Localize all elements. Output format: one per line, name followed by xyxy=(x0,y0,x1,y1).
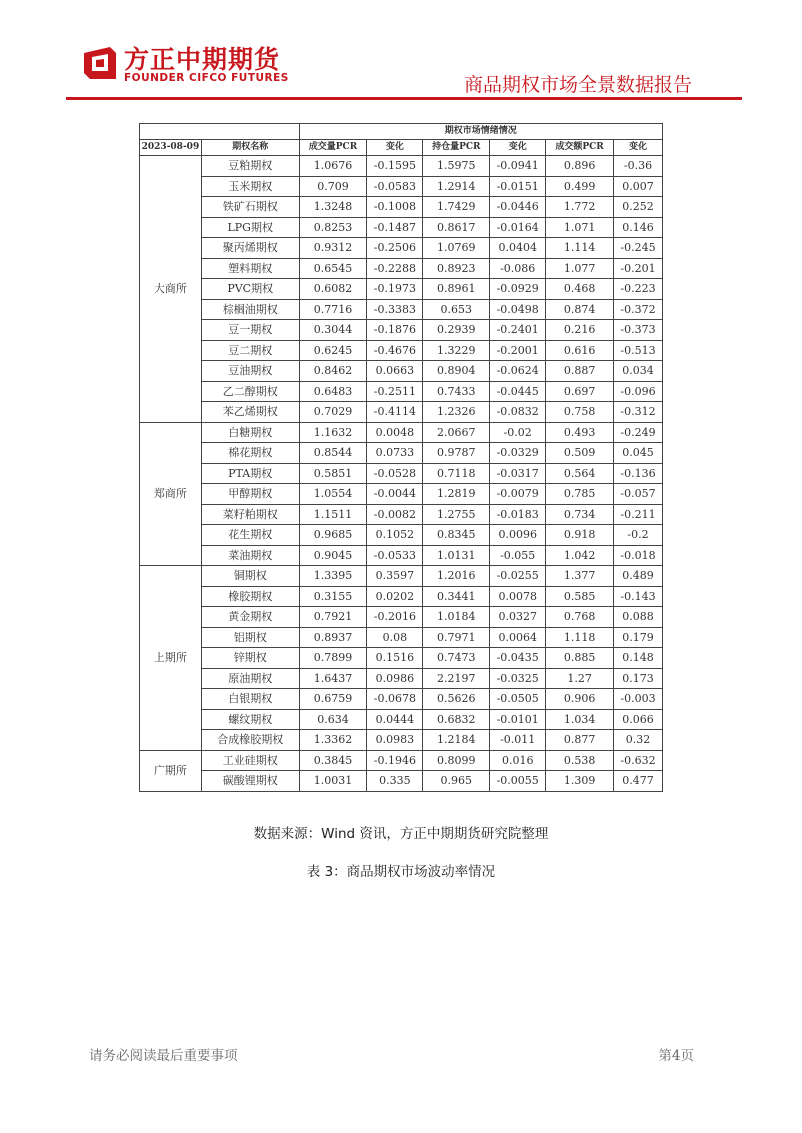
value-cell: 0.0404 xyxy=(490,238,546,259)
value-cell: 0.887 xyxy=(546,361,614,382)
value-cell: 0.8961 xyxy=(423,279,490,300)
value-cell: 0.3044 xyxy=(299,320,367,341)
value-cell: 0.874 xyxy=(546,299,614,320)
company-logo-icon xyxy=(82,45,118,81)
option-name-cell: 菜油期权 xyxy=(201,545,299,566)
table-row xyxy=(140,299,663,320)
option-name-cell: 碳酸锂期权 xyxy=(201,771,299,792)
value-cell: -0.2288 xyxy=(367,258,423,279)
value-cell: 0.8937 xyxy=(299,627,367,648)
value-cell: -0.011 xyxy=(490,730,546,751)
option-sentiment-table xyxy=(139,123,663,792)
value-cell: 0.216 xyxy=(546,320,614,341)
header-volume-pcr: 成交量PCR xyxy=(299,140,367,156)
value-cell: -0.1487 xyxy=(367,217,423,238)
exchange-cell: 郑商所 xyxy=(140,422,202,566)
value-cell: -0.0445 xyxy=(490,381,546,402)
value-cell: -0.2506 xyxy=(367,238,423,259)
value-cell: 0.965 xyxy=(423,771,490,792)
value-cell: -0.312 xyxy=(614,402,663,423)
value-cell: 1.7429 xyxy=(423,197,490,218)
option-name-cell: 塑料期权 xyxy=(201,258,299,279)
value-cell: 0.7118 xyxy=(423,463,490,484)
value-cell: 1.1632 xyxy=(299,422,367,443)
option-name-cell: 豆一期权 xyxy=(201,320,299,341)
value-cell: -0.0164 xyxy=(490,217,546,238)
value-cell: -0.4676 xyxy=(367,340,423,361)
value-cell: 0.066 xyxy=(614,709,663,730)
value-cell: -0.136 xyxy=(614,463,663,484)
value-cell: 0.8544 xyxy=(299,443,367,464)
value-cell: -0.0941 xyxy=(490,156,546,177)
value-cell: 0.7899 xyxy=(299,648,367,669)
value-cell: 0.9787 xyxy=(423,443,490,464)
value-cell: 0.6545 xyxy=(299,258,367,279)
option-name-cell: 白糖期权 xyxy=(201,422,299,443)
report-title: 商品期权市场全景数据报告 xyxy=(463,74,692,96)
header-date: 2023-08-09 xyxy=(140,140,202,156)
option-name-cell: 豆二期权 xyxy=(201,340,299,361)
header-volume-change: 变化 xyxy=(367,140,423,156)
value-cell: 0.148 xyxy=(614,648,663,669)
value-cell: -0.143 xyxy=(614,586,663,607)
value-cell: 1.2326 xyxy=(423,402,490,423)
value-cell: 0.1052 xyxy=(367,525,423,546)
value-cell: 1.0676 xyxy=(299,156,367,177)
value-cell: 0.0663 xyxy=(367,361,423,382)
value-cell: 0.5851 xyxy=(299,463,367,484)
value-cell: -0.3383 xyxy=(367,299,423,320)
table-row xyxy=(140,607,663,628)
option-name-cell: 苯乙烯期权 xyxy=(201,402,299,423)
table-row xyxy=(140,422,663,443)
value-cell: 1.0769 xyxy=(423,238,490,259)
value-cell: 0.0096 xyxy=(490,525,546,546)
value-cell: 0.173 xyxy=(614,668,663,689)
page-header xyxy=(0,0,802,102)
value-cell: 0.634 xyxy=(299,709,367,730)
logo-english-name: FOUNDER CIFCO FUTURES xyxy=(124,72,289,84)
value-cell: 1.042 xyxy=(546,545,614,566)
option-name-cell: 黄金期权 xyxy=(201,607,299,628)
value-cell: 0.9685 xyxy=(299,525,367,546)
value-cell: -0.1876 xyxy=(367,320,423,341)
table-row xyxy=(140,730,663,751)
value-cell: -0.0183 xyxy=(490,504,546,525)
value-cell: -0.0832 xyxy=(490,402,546,423)
value-cell: 0.0078 xyxy=(490,586,546,607)
value-cell: 1.27 xyxy=(546,668,614,689)
value-cell: -0.0151 xyxy=(490,176,546,197)
value-cell: -0.1946 xyxy=(367,750,423,771)
option-name-cell: PVC期权 xyxy=(201,279,299,300)
value-cell: -0.1008 xyxy=(367,197,423,218)
value-cell: 0.3597 xyxy=(367,566,423,587)
option-name-cell: 原油期权 xyxy=(201,668,299,689)
value-cell: 1.0554 xyxy=(299,484,367,505)
option-name-cell: 合成橡胶期权 xyxy=(201,730,299,751)
value-cell: -0.2 xyxy=(614,525,663,546)
value-cell: 0.493 xyxy=(546,422,614,443)
exchange-cell: 上期所 xyxy=(140,566,202,751)
value-cell: 0.885 xyxy=(546,648,614,669)
header-turnover-change: 变化 xyxy=(614,140,663,156)
value-cell: 0.499 xyxy=(546,176,614,197)
value-cell: 1.3248 xyxy=(299,197,367,218)
value-cell: 0.0064 xyxy=(490,627,546,648)
value-cell: -0.086 xyxy=(490,258,546,279)
value-cell: 0.034 xyxy=(614,361,663,382)
table-row xyxy=(140,156,663,177)
value-cell: -0.0528 xyxy=(367,463,423,484)
value-cell: 0.877 xyxy=(546,730,614,751)
table-row xyxy=(140,545,663,566)
option-name-cell: PTA期权 xyxy=(201,463,299,484)
value-cell: 0.896 xyxy=(546,156,614,177)
value-cell: 0.045 xyxy=(614,443,663,464)
value-cell: 0.8253 xyxy=(299,217,367,238)
option-name-cell: LPG期权 xyxy=(201,217,299,238)
value-cell: -0.018 xyxy=(614,545,663,566)
value-cell: 1.118 xyxy=(546,627,614,648)
option-name-cell: 橡胶期权 xyxy=(201,586,299,607)
value-cell: 0.709 xyxy=(299,176,367,197)
value-cell: 1.2914 xyxy=(423,176,490,197)
value-cell: -0.0325 xyxy=(490,668,546,689)
value-cell: -0.0929 xyxy=(490,279,546,300)
value-cell: 1.0131 xyxy=(423,545,490,566)
value-cell: 0.7433 xyxy=(423,381,490,402)
value-cell: 1.2184 xyxy=(423,730,490,751)
value-cell: 0.0048 xyxy=(367,422,423,443)
table-row xyxy=(140,238,663,259)
header-option-name: 期权名称 xyxy=(201,140,299,156)
value-cell: -0.373 xyxy=(614,320,663,341)
value-cell: 0.3441 xyxy=(423,586,490,607)
value-cell: 1.0184 xyxy=(423,607,490,628)
option-name-cell: 棉花期权 xyxy=(201,443,299,464)
value-cell: 0.1516 xyxy=(367,648,423,669)
value-cell: -0.201 xyxy=(614,258,663,279)
exchange-cell: 大商所 xyxy=(140,156,202,423)
value-cell: -0.096 xyxy=(614,381,663,402)
option-name-cell: 白银期权 xyxy=(201,689,299,710)
table-row xyxy=(140,586,663,607)
option-name-cell: 铜期权 xyxy=(201,566,299,587)
value-cell: 0.0444 xyxy=(367,709,423,730)
value-cell: 0.335 xyxy=(367,771,423,792)
value-cell: -0.0446 xyxy=(490,197,546,218)
value-cell: -0.1973 xyxy=(367,279,423,300)
table-row xyxy=(140,504,663,525)
table-row xyxy=(140,381,663,402)
table-row xyxy=(140,484,663,505)
table-row xyxy=(140,525,663,546)
data-source-note: 数据来源：Wind 资讯，方正中期期货研究院整理 xyxy=(253,826,549,842)
value-cell: 0.0983 xyxy=(367,730,423,751)
header-turnover-pcr: 成交额PCR xyxy=(546,140,614,156)
value-cell: 0.9312 xyxy=(299,238,367,259)
value-cell: 1.5975 xyxy=(423,156,490,177)
value-cell: -0.0044 xyxy=(367,484,423,505)
value-cell: 0.32 xyxy=(614,730,663,751)
table-row xyxy=(140,648,663,669)
value-cell: -0.2001 xyxy=(490,340,546,361)
header-oi-change: 变化 xyxy=(490,140,546,156)
table-row xyxy=(140,566,663,587)
value-cell: -0.2016 xyxy=(367,607,423,628)
value-cell: 1.114 xyxy=(546,238,614,259)
value-cell: 0.9045 xyxy=(299,545,367,566)
value-cell: 0.734 xyxy=(546,504,614,525)
value-cell: -0.0079 xyxy=(490,484,546,505)
value-cell: -0.003 xyxy=(614,689,663,710)
table-row xyxy=(140,361,663,382)
value-cell: 0.653 xyxy=(423,299,490,320)
value-cell: 0.08 xyxy=(367,627,423,648)
value-cell: 0.468 xyxy=(546,279,614,300)
value-cell: 1.071 xyxy=(546,217,614,238)
table-row xyxy=(140,340,663,361)
value-cell: 0.918 xyxy=(546,525,614,546)
value-cell: 0.564 xyxy=(546,463,614,484)
value-cell: 2.2197 xyxy=(423,668,490,689)
value-cell: 0.7971 xyxy=(423,627,490,648)
table-row xyxy=(140,627,663,648)
value-cell: 0.8345 xyxy=(423,525,490,546)
value-cell: 0.252 xyxy=(614,197,663,218)
option-name-cell: 铝期权 xyxy=(201,627,299,648)
value-cell: 0.6483 xyxy=(299,381,367,402)
option-name-cell: 棕榈油期权 xyxy=(201,299,299,320)
value-cell: -0.0498 xyxy=(490,299,546,320)
value-cell: 0.509 xyxy=(546,443,614,464)
table-row xyxy=(140,279,663,300)
table-row xyxy=(140,668,663,689)
value-cell: -0.211 xyxy=(614,504,663,525)
value-cell: 0.768 xyxy=(546,607,614,628)
value-cell: -0.2511 xyxy=(367,381,423,402)
value-cell: 0.8923 xyxy=(423,258,490,279)
value-cell: 0.2939 xyxy=(423,320,490,341)
value-cell: 0.6759 xyxy=(299,689,367,710)
option-name-cell: 乙二醇期权 xyxy=(201,381,299,402)
table-row xyxy=(140,402,663,423)
value-cell: 0.6832 xyxy=(423,709,490,730)
value-cell: 0.5626 xyxy=(423,689,490,710)
value-cell: -0.0624 xyxy=(490,361,546,382)
value-cell: 0.0733 xyxy=(367,443,423,464)
next-table-caption: 表 3：商品期权市场波动率情况 xyxy=(306,864,496,880)
value-cell: 0.489 xyxy=(614,566,663,587)
option-name-cell: 豆油期权 xyxy=(201,361,299,382)
option-name-cell: 玉米期权 xyxy=(201,176,299,197)
value-cell: 0.6082 xyxy=(299,279,367,300)
table-super-header-row xyxy=(140,124,663,140)
value-cell: -0.0435 xyxy=(490,648,546,669)
value-cell: 0.7716 xyxy=(299,299,367,320)
value-cell: 0.3155 xyxy=(299,586,367,607)
value-cell: 0.785 xyxy=(546,484,614,505)
table-row xyxy=(140,463,663,484)
value-cell: -0.057 xyxy=(614,484,663,505)
value-cell: 0.0327 xyxy=(490,607,546,628)
value-cell: 1.6437 xyxy=(299,668,367,689)
table-row xyxy=(140,217,663,238)
table-row xyxy=(140,176,663,197)
value-cell: 0.7029 xyxy=(299,402,367,423)
value-cell: 1.377 xyxy=(546,566,614,587)
option-name-cell: 工业硅期权 xyxy=(201,750,299,771)
table-header-row xyxy=(140,140,663,156)
value-cell: -0.2401 xyxy=(490,320,546,341)
value-cell: -0.0505 xyxy=(490,689,546,710)
table-row xyxy=(140,258,663,279)
value-cell: 0.088 xyxy=(614,607,663,628)
value-cell: 0.758 xyxy=(546,402,614,423)
value-cell: 0.616 xyxy=(546,340,614,361)
value-cell: 0.585 xyxy=(546,586,614,607)
value-cell: -0.02 xyxy=(490,422,546,443)
value-cell: 1.0031 xyxy=(299,771,367,792)
value-cell: -0.0055 xyxy=(490,771,546,792)
value-cell: 0.477 xyxy=(614,771,663,792)
table-row xyxy=(140,443,663,464)
value-cell: -0.0533 xyxy=(367,545,423,566)
table-row xyxy=(140,750,663,771)
value-cell: 1.2755 xyxy=(423,504,490,525)
table-row xyxy=(140,197,663,218)
option-name-cell: 螺纹期权 xyxy=(201,709,299,730)
value-cell: -0.223 xyxy=(614,279,663,300)
value-cell: 0.3845 xyxy=(299,750,367,771)
value-cell: -0.245 xyxy=(614,238,663,259)
value-cell: 1.309 xyxy=(546,771,614,792)
value-cell: 0.8099 xyxy=(423,750,490,771)
value-cell: -0.1595 xyxy=(367,156,423,177)
value-cell: 2.0667 xyxy=(423,422,490,443)
value-cell: 1.1511 xyxy=(299,504,367,525)
value-cell: 0.538 xyxy=(546,750,614,771)
table-row xyxy=(140,709,663,730)
value-cell: 1.2016 xyxy=(423,566,490,587)
value-cell: -0.0317 xyxy=(490,463,546,484)
value-cell: 0.7473 xyxy=(423,648,490,669)
value-cell: 0.007 xyxy=(614,176,663,197)
table-row xyxy=(140,320,663,341)
value-cell: 0.016 xyxy=(490,750,546,771)
value-cell: 0.697 xyxy=(546,381,614,402)
table-row xyxy=(140,771,663,792)
value-cell: 1.2819 xyxy=(423,484,490,505)
value-cell: -0.055 xyxy=(490,545,546,566)
option-name-cell: 甲醇期权 xyxy=(201,484,299,505)
exchange-cell: 广期所 xyxy=(140,750,202,791)
value-cell: 0.179 xyxy=(614,627,663,648)
value-cell: 0.7921 xyxy=(299,607,367,628)
value-cell: 0.0986 xyxy=(367,668,423,689)
value-cell: 1.077 xyxy=(546,258,614,279)
option-name-cell: 菜籽粕期权 xyxy=(201,504,299,525)
value-cell: -0.0255 xyxy=(490,566,546,587)
value-cell: 0.8462 xyxy=(299,361,367,382)
value-cell: -0.0101 xyxy=(490,709,546,730)
super-header-cell: 期权市场情绪情况 xyxy=(299,124,662,140)
value-cell: 1.3362 xyxy=(299,730,367,751)
value-cell: 0.8617 xyxy=(423,217,490,238)
logo-chinese-name: 方正中期期货 xyxy=(124,45,281,74)
value-cell: -0.0678 xyxy=(367,689,423,710)
page-number: 第4页 xyxy=(658,1048,694,1064)
option-name-cell: 花生期权 xyxy=(201,525,299,546)
value-cell: 0.0202 xyxy=(367,586,423,607)
value-cell: -0.0329 xyxy=(490,443,546,464)
table-row xyxy=(140,689,663,710)
header-divider xyxy=(66,97,742,100)
value-cell: 0.906 xyxy=(546,689,614,710)
option-name-cell: 豆粕期权 xyxy=(201,156,299,177)
option-name-cell: 聚丙烯期权 xyxy=(201,238,299,259)
value-cell: -0.0583 xyxy=(367,176,423,197)
value-cell: 1.772 xyxy=(546,197,614,218)
value-cell: -0.0082 xyxy=(367,504,423,525)
value-cell: 1.034 xyxy=(546,709,614,730)
value-cell: 0.146 xyxy=(614,217,663,238)
value-cell: 0.6245 xyxy=(299,340,367,361)
value-cell: -0.372 xyxy=(614,299,663,320)
header-oi-pcr: 持仓量PCR xyxy=(423,140,490,156)
value-cell: -0.4114 xyxy=(367,402,423,423)
value-cell: -0.36 xyxy=(614,156,663,177)
footer-notice: 请务必阅读最后重要事项 xyxy=(89,1048,238,1064)
value-cell: -0.249 xyxy=(614,422,663,443)
value-cell: -0.513 xyxy=(614,340,663,361)
blank-corner-cell xyxy=(140,124,300,140)
option-name-cell: 铁矿石期权 xyxy=(201,197,299,218)
value-cell: -0.632 xyxy=(614,750,663,771)
option-name-cell: 锌期权 xyxy=(201,648,299,669)
value-cell: 1.3395 xyxy=(299,566,367,587)
value-cell: 1.3229 xyxy=(423,340,490,361)
value-cell: 0.8904 xyxy=(423,361,490,382)
